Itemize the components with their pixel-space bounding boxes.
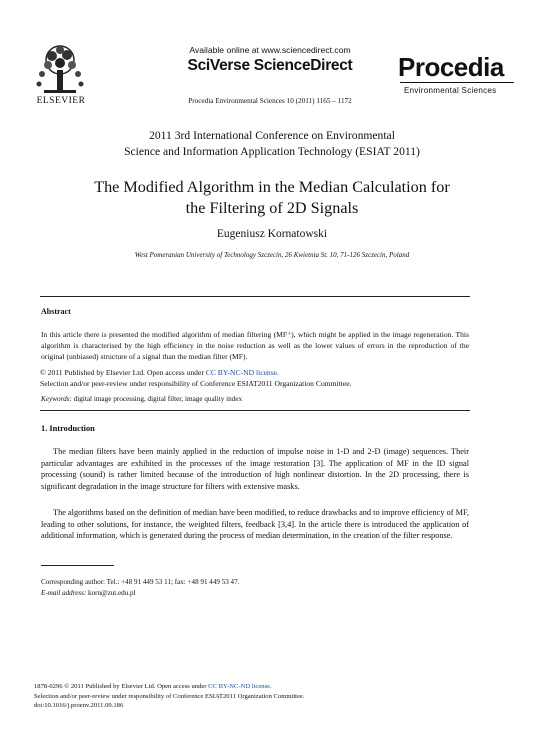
keywords-bottom-rule	[40, 410, 470, 411]
keywords-label: Keywords:	[41, 395, 72, 403]
email-label: E-mail address:	[41, 589, 87, 597]
procedia-subtitle: Environmental Sciences	[404, 86, 497, 95]
available-online-text: Available online at www.sciencedirect.com	[189, 45, 351, 55]
abstract-text: In this article there is presented the modified algorithm of median filtering (MF⁺), which might be applied in the image regeneration. This algorithm is characterised by the high efficiency in the noise reduction as well as the lower values of errors in the reproduction of the original (unbiased) structure of a signal than the median filter (MF).	[41, 330, 469, 361]
doi-line: doi:10.1016/j.proenv.2011.09.186	[34, 702, 124, 710]
conference-line-2: Science and Information Application Technology (ESIAT 2011)	[124, 144, 420, 158]
conference-name	[90, 128, 454, 159]
license-link[interactable]: CC BY-NC-ND license.	[205, 368, 279, 377]
issn-text: 1878-0296 © 2011 Published by Elsevier Ltd. Open access under	[34, 683, 209, 690]
keywords-text: digital image processing, digital filter, image quality index	[71, 395, 243, 403]
sciverse-sciencedirect-logo: SciVerse ScienceDirect	[187, 57, 353, 74]
author-name: Eugeniusz Kornatowski	[216, 228, 328, 240]
copyright-line	[40, 367, 470, 378]
section-heading-introduction: 1. Introduction	[41, 424, 95, 433]
paper-title-line-1: The Modified Algorithm in the Median Calculation for	[94, 178, 450, 196]
keywords-line	[41, 395, 471, 403]
conference-line-1: 2011 3rd International Conference on Environmental	[149, 129, 395, 142]
paper-title	[40, 177, 504, 219]
introduction-paragraph-1: The median filters have been mainly applied in the reduction of impulse noise in 1-D and 2-D (image) sequences. Their particular advantages are exhibited in the processes of the image restoration [3]. The application of MF in the ID signal processing (sound) is rather limited because of the introduction of high nonlinear distortion. In the 2D processing, there is significant degradation in the image structure for filters with extensive masks.	[41, 447, 469, 491]
abstract-top-rule	[40, 296, 470, 297]
email-note	[41, 589, 471, 597]
bottom-copyright-block	[34, 682, 504, 711]
journal-citation: Procedia Environmental Sciences 10 (2011) 1165 – 1172	[188, 97, 352, 105]
bottom-license-link[interactable]: CC BY-NC-ND license.	[208, 683, 272, 690]
copyright-text: © 2011 Published by Elsevier Ltd. Open access under	[40, 368, 206, 377]
footnote-rule	[41, 565, 114, 566]
corresponding-author-note: Corresponding author: Tel.: +48 91 449 53 11; fax: +48 91 449 53 47.	[41, 578, 240, 586]
procedia-logo: Procedia	[398, 52, 504, 82]
author-affiliation: West Pomeranian University of Technology Szczecin, 26 Kwietnia St. 10, 71-126 Szczecin, Poland	[134, 251, 410, 259]
peer-review-line: Selection and/or peer-review under responsibility of Conference ESIAT2011 Organization Committee.	[40, 379, 352, 388]
elsevier-tree-logo	[34, 44, 86, 94]
introduction-paragraph-2: The algorithms based on the definition of median have been modified, to reduce drawbacks and to improve efficiency of MF, leading to other solutions, for instance, the weighted filters, feedback [3,4]. In the article there is introduced the application of additional information, which is generated during the process of median determination, in the creation of the filter response.	[41, 508, 469, 541]
email-address: korn@zut.edu.pl	[86, 589, 136, 597]
bottom-peer-review-line: Selection and/or peer-review under responsibility of Conference ESIAT2011 Organization Committee.	[34, 692, 305, 700]
procedia-logo-rule	[400, 82, 514, 83]
paper-title-line-2: the Filtering of 2D Signals	[185, 199, 359, 217]
elsevier-wordmark: ELSEVIER	[36, 96, 86, 106]
abstract-heading: Abstract	[41, 307, 71, 316]
issn-line	[34, 682, 504, 692]
